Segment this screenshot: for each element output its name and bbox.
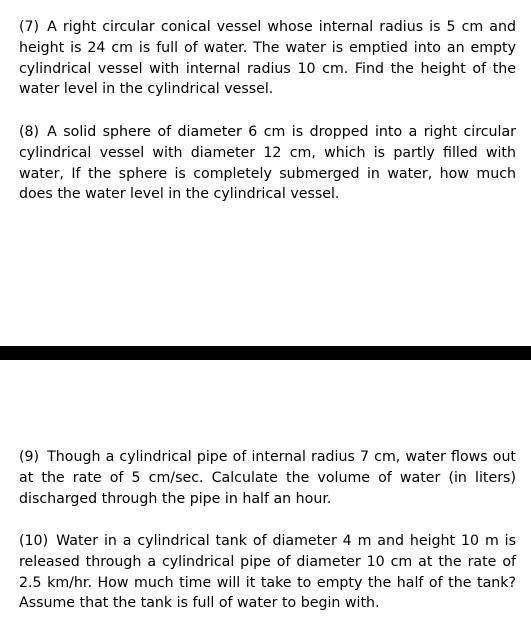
question-7-number: (7) bbox=[19, 19, 40, 35]
question-8 bbox=[19, 122, 516, 205]
page-divider bbox=[0, 346, 531, 360]
question-10-number: (10) bbox=[19, 533, 49, 549]
question-8-text: A solid sphere of diameter 6 cm is dropped into a right circular cylindrical vessel with diameter 12 cm, which is partly filled with water, If the sphere is completely submerged in water, how much does the water level in the cylindrical vessel. bbox=[19, 124, 516, 203]
question-10-text: Water in a cylindrical tank of diameter 4 m and height 10 m is released through a cylindrical pipe of diameter 10 cm at the rate of 2.5 km/hr. How much time will it take to empty the half of the tank? Assume that the tank is full of water to begin with. bbox=[19, 533, 516, 612]
question-10 bbox=[19, 531, 516, 614]
question-7 bbox=[19, 17, 516, 100]
question-9-number: (9) bbox=[19, 449, 40, 465]
question-9 bbox=[19, 447, 516, 509]
question-9-text: Though a cylindrical pipe of internal radius 7 cm, water flows out at the rate of 5 cm/sec. Calculate the volume of water (in liters) discharged through the pipe in half an hour. bbox=[19, 449, 516, 507]
question-8-number: (8) bbox=[19, 124, 40, 140]
question-7-text: A right circular conical vessel whose internal radius is 5 cm and height is 24 cm is full of water. The water is emptied into an empty cylindrical vessel with internal radius 10 cm. Find the height of the water level in the cylindrical vessel. bbox=[19, 19, 516, 98]
